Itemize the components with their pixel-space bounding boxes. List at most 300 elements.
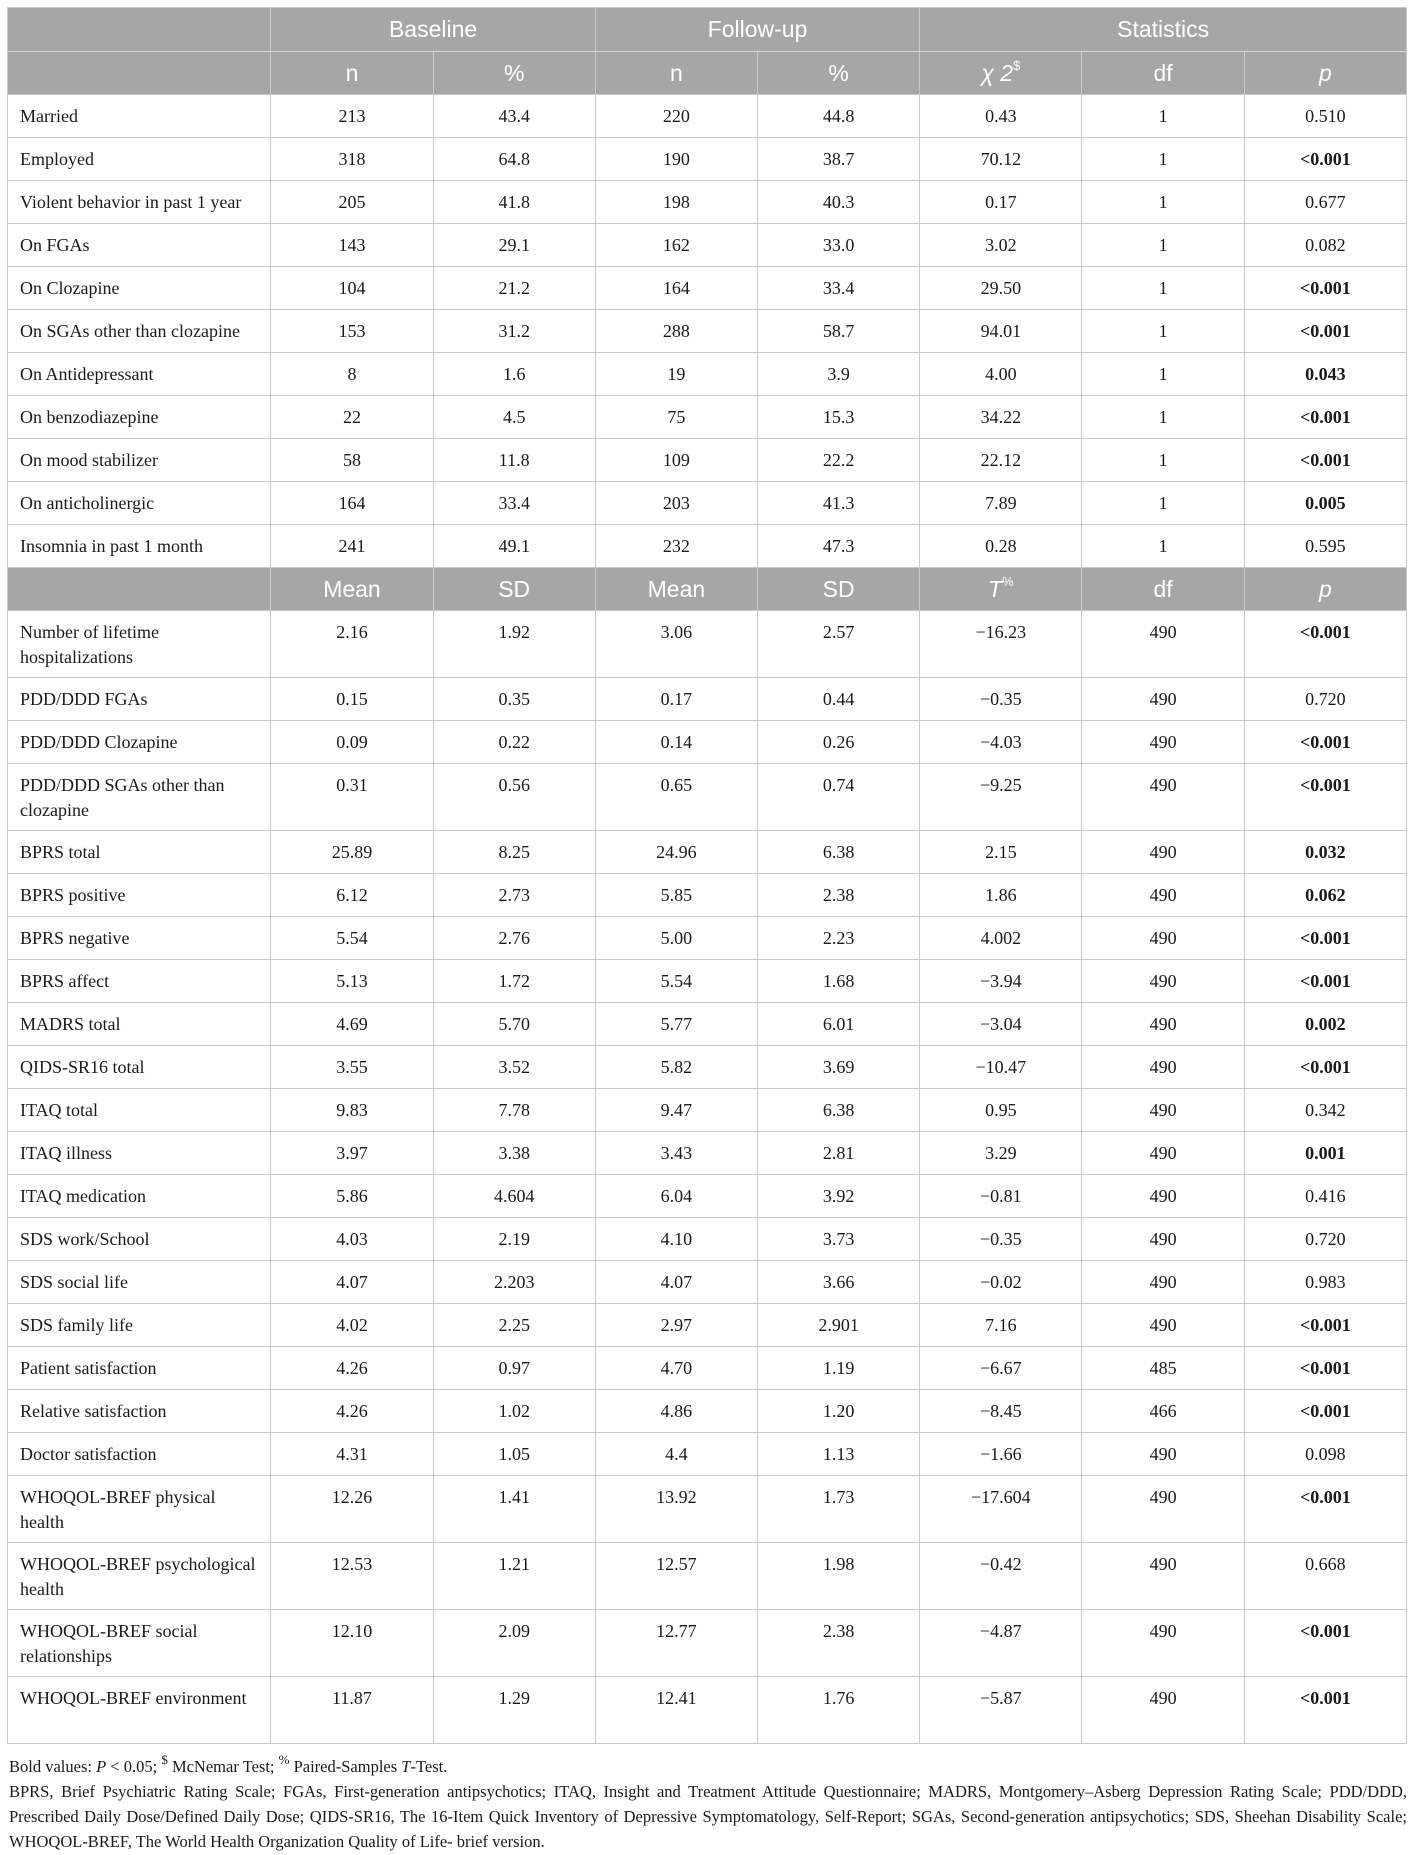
cell-statistic: −16.23 [920,611,1082,678]
mean-row [8,1543,1407,1610]
row-label: ITAQ total [8,1089,271,1132]
cell-followup-2: 3.73 [758,1218,920,1261]
cell-statistic: 7.89 [920,482,1082,525]
cell-p-value: <0.001 [1244,1304,1406,1347]
subheader-blank-cell-2 [8,568,271,611]
footnote-mcnemar: McNemar Test; [167,1757,275,1776]
cell-followup-2: 38.7 [758,138,920,181]
cell-baseline-1: 143 [271,224,433,267]
row-label: Doctor satisfaction [8,1433,271,1476]
cell-df: 490 [1082,1304,1244,1347]
cell-followup-2: 1.98 [758,1543,920,1610]
subheader-followup-pct: % [758,52,920,95]
cell-followup-2: 1.20 [758,1390,920,1433]
cell-followup-2: 41.3 [758,482,920,525]
cell-baseline-1: 0.31 [271,764,433,831]
row-label: Relative satisfaction [8,1390,271,1433]
cell-baseline-2: 2.76 [433,917,595,960]
cell-followup-2: 1.76 [758,1677,920,1744]
cell-p-value: <0.001 [1244,1046,1406,1089]
cell-baseline-1: 4.69 [271,1003,433,1046]
cell-baseline-2: 1.72 [433,960,595,1003]
cell-baseline-1: 153 [271,310,433,353]
cell-p-value: 0.032 [1244,831,1406,874]
cell-p-value: 0.510 [1244,95,1406,138]
group-header-baseline: Baseline [271,8,595,52]
cell-followup-1: 4.70 [595,1347,757,1390]
cell-baseline-1: 5.86 [271,1175,433,1218]
cell-baseline-1: 58 [271,439,433,482]
cell-statistic: 0.17 [920,181,1082,224]
cell-p-value: 0.342 [1244,1089,1406,1132]
cell-df: 1 [1082,396,1244,439]
cell-baseline-2: 1.29 [433,1677,595,1744]
cell-baseline-1: 213 [271,95,433,138]
cell-followup-1: 4.10 [595,1218,757,1261]
cell-baseline-2: 7.78 [433,1089,595,1132]
cell-baseline-1: 164 [271,482,433,525]
row-label: Married [8,95,271,138]
mean-row [8,1610,1407,1677]
cell-statistic: 0.95 [920,1089,1082,1132]
cell-baseline-2: 29.1 [433,224,595,267]
cell-df: 490 [1082,1677,1244,1744]
cell-followup-2: 1.73 [758,1476,920,1543]
count-row [8,353,1407,396]
cell-df: 490 [1082,1476,1244,1543]
row-label: On FGAs [8,224,271,267]
cell-p-value: 0.416 [1244,1175,1406,1218]
row-label: PDD/DDD SGAs other than clozapine [8,764,271,831]
cell-p-value: 0.668 [1244,1543,1406,1610]
row-label: On SGAs other than clozapine [8,310,271,353]
cell-followup-2: 2.901 [758,1304,920,1347]
cell-baseline-1: 12.10 [271,1610,433,1677]
cell-df: 490 [1082,1132,1244,1175]
cell-baseline-1: 4.03 [271,1218,433,1261]
cell-statistic: −0.02 [920,1261,1082,1304]
row-label: Patient satisfaction [8,1347,271,1390]
row-label: BPRS total [8,831,271,874]
cell-df: 490 [1082,721,1244,764]
cell-p-value: <0.001 [1244,721,1406,764]
cell-baseline-1: 11.87 [271,1677,433,1744]
cell-baseline-1: 9.83 [271,1089,433,1132]
cell-statistic: −0.81 [920,1175,1082,1218]
row-label: Insomnia in past 1 month [8,525,271,568]
cell-statistic: −0.35 [920,1218,1082,1261]
header-blank-cell [8,8,271,52]
subheader-t-stat [920,568,1082,611]
mean-row [8,1175,1407,1218]
cell-baseline-2: 0.35 [433,678,595,721]
cell-statistic: 34.22 [920,396,1082,439]
cell-baseline-1: 4.02 [271,1304,433,1347]
cell-statistic: −4.03 [920,721,1082,764]
row-label: On mood stabilizer [8,439,271,482]
row-label: WHOQOL-BREF environment [8,1677,271,1744]
cell-df: 466 [1082,1390,1244,1433]
footnote-abbreviations: BPRS, Brief Psychiatric Rating Scale; FGAs, First-generation antipsychotics; ITAQ, Insight and Treatment Attitude Questionnaire; MADRS, Montgomery–Asberg Depression Rating Scale; PDD/DDD, Prescribed Daily Dose/Defined Daily Dose; QIDS-SR16, The 16-Item Quick Inventory of Depressive Symptomatology, Self-Report; SGAs, Second-generation antipsychotics; SDS, Sheehan Disability Scale; WHOQOL-BREF, The World Health Organization Quality of Life- brief version. [9,1782,1407,1851]
cell-baseline-2: 3.38 [433,1132,595,1175]
cell-baseline-2: 0.56 [433,764,595,831]
count-row [8,310,1407,353]
count-row [8,181,1407,224]
cell-statistic: −10.47 [920,1046,1082,1089]
subheader-followup-n: n [595,52,757,95]
chi-square-label: χ 2 [981,59,1014,86]
subheader-baseline-pct: % [433,52,595,95]
cell-df: 485 [1082,1347,1244,1390]
cell-p-value: 0.002 [1244,1003,1406,1046]
cell-baseline-1: 8 [271,353,433,396]
count-rows [8,95,1407,568]
cell-statistic: −17.604 [920,1476,1082,1543]
footnote-paired-suffix: -Test. [410,1757,448,1776]
cell-followup-2: 22.2 [758,439,920,482]
row-label: WHOQOL-BREF psychological health [8,1543,271,1610]
footnote-legend [9,1751,1407,1779]
cell-followup-2: 3.66 [758,1261,920,1304]
cell-p-value: <0.001 [1244,1476,1406,1543]
row-label: BPRS positive [8,874,271,917]
cell-baseline-1: 2.16 [271,611,433,678]
subheader-blank-cell [8,52,271,95]
cell-statistic: −1.66 [920,1433,1082,1476]
subheader-df-2: df [1082,568,1244,611]
cell-baseline-2: 1.21 [433,1543,595,1610]
count-row [8,439,1407,482]
row-label: SDS work/School [8,1218,271,1261]
cell-followup-2: 0.74 [758,764,920,831]
row-label: MADRS total [8,1003,271,1046]
cell-statistic: −0.35 [920,678,1082,721]
cell-statistic: −6.67 [920,1347,1082,1390]
cell-p-value: <0.001 [1244,764,1406,831]
cell-followup-2: 58.7 [758,310,920,353]
cell-followup-2: 3.92 [758,1175,920,1218]
cell-statistic: −0.42 [920,1543,1082,1610]
t-stat-footnote-mark: % [1002,573,1014,589]
group-header-follow-up: Follow-up [595,8,919,52]
cell-baseline-2: 4.604 [433,1175,595,1218]
cell-df: 1 [1082,224,1244,267]
footnote-mcnemar-mark: $ [161,1751,168,1767]
mean-row [8,678,1407,721]
comparison-table [7,7,1407,1744]
cell-baseline-2: 1.6 [433,353,595,396]
cell-statistic: 1.86 [920,874,1082,917]
cell-p-value: <0.001 [1244,310,1406,353]
cell-followup-1: 164 [595,267,757,310]
count-subheader-row [8,52,1407,95]
table-footnotes [7,1751,1407,1854]
cell-followup-2: 47.3 [758,525,920,568]
row-label: BPRS affect [8,960,271,1003]
row-label: On anticholinergic [8,482,271,525]
t-stat-label: T [988,575,1003,602]
cell-statistic: 0.28 [920,525,1082,568]
mean-row [8,874,1407,917]
cell-df: 1 [1082,138,1244,181]
cell-followup-2: 1.19 [758,1347,920,1390]
cell-followup-2: 3.69 [758,1046,920,1089]
cell-statistic: 0.43 [920,95,1082,138]
cell-p-value: 0.062 [1244,874,1406,917]
cell-baseline-1: 0.15 [271,678,433,721]
cell-baseline-2: 4.5 [433,396,595,439]
cell-statistic: 7.16 [920,1304,1082,1347]
cell-followup-1: 19 [595,353,757,396]
cell-followup-2: 6.38 [758,831,920,874]
cell-baseline-2: 1.02 [433,1390,595,1433]
group-header-row [8,8,1407,52]
cell-followup-2: 3.9 [758,353,920,396]
cell-followup-1: 3.43 [595,1132,757,1175]
mean-row [8,1433,1407,1476]
row-label: SDS family life [8,1304,271,1347]
row-label: PDD/DDD Clozapine [8,721,271,764]
subheader-baseline-sd: SD [433,568,595,611]
cell-df: 490 [1082,874,1244,917]
row-label: QIDS-SR16 total [8,1046,271,1089]
subheader-followup-mean: Mean [595,568,757,611]
cell-p-value: 0.098 [1244,1433,1406,1476]
cell-p-value: <0.001 [1244,917,1406,960]
cell-statistic: −9.25 [920,764,1082,831]
subheader-baseline-n: n [271,52,433,95]
mean-row [8,1347,1407,1390]
cell-followup-2: 1.13 [758,1433,920,1476]
cell-followup-2: 2.81 [758,1132,920,1175]
cell-statistic: −5.87 [920,1677,1082,1744]
cell-followup-2: 1.68 [758,960,920,1003]
row-label: SDS social life [8,1261,271,1304]
cell-followup-1: 13.92 [595,1476,757,1543]
cell-df: 490 [1082,1261,1244,1304]
cell-baseline-2: 43.4 [433,95,595,138]
cell-df: 1 [1082,353,1244,396]
cell-statistic: 3.29 [920,1132,1082,1175]
cell-baseline-1: 4.07 [271,1261,433,1304]
cell-statistic: 70.12 [920,138,1082,181]
cell-baseline-2: 5.70 [433,1003,595,1046]
cell-df: 490 [1082,1218,1244,1261]
footnote-threshold: < 0.05; [106,1757,158,1776]
subheader-df: df [1082,52,1244,95]
cell-baseline-2: 33.4 [433,482,595,525]
cell-baseline-1: 4.31 [271,1433,433,1476]
cell-df: 1 [1082,439,1244,482]
row-label: BPRS negative [8,917,271,960]
row-label: Number of lifetime hospitalizations [8,611,271,678]
subheader-p-2: p [1244,568,1406,611]
cell-baseline-2: 1.41 [433,1476,595,1543]
cell-followup-1: 0.17 [595,678,757,721]
cell-baseline-1: 241 [271,525,433,568]
mean-row [8,1261,1407,1304]
cell-df: 490 [1082,831,1244,874]
cell-followup-1: 288 [595,310,757,353]
row-label: WHOQOL-BREF physical health [8,1476,271,1543]
cell-statistic: 3.02 [920,224,1082,267]
cell-df: 490 [1082,1046,1244,1089]
cell-baseline-2: 49.1 [433,525,595,568]
mean-row [8,917,1407,960]
cell-p-value: <0.001 [1244,1390,1406,1433]
cell-followup-1: 5.54 [595,960,757,1003]
cell-statistic: 2.15 [920,831,1082,874]
mean-row [8,1046,1407,1089]
cell-followup-2: 2.23 [758,917,920,960]
cell-followup-1: 6.04 [595,1175,757,1218]
cell-p-value: 0.720 [1244,678,1406,721]
cell-followup-1: 5.85 [595,874,757,917]
cell-followup-2: 33.0 [758,224,920,267]
cell-baseline-1: 5.54 [271,917,433,960]
cell-p-value: 0.983 [1244,1261,1406,1304]
row-label: ITAQ illness [8,1132,271,1175]
cell-followup-2: 6.01 [758,1003,920,1046]
cell-statistic: 4.002 [920,917,1082,960]
cell-statistic: 94.01 [920,310,1082,353]
cell-p-value: <0.001 [1244,1347,1406,1390]
mean-row [8,1132,1407,1175]
cell-followup-1: 220 [595,95,757,138]
cell-baseline-1: 205 [271,181,433,224]
cell-statistic: −3.04 [920,1003,1082,1046]
cell-followup-2: 2.57 [758,611,920,678]
footnote-paired-t: T [401,1757,411,1776]
cell-followup-1: 75 [595,396,757,439]
cell-followup-2: 2.38 [758,874,920,917]
cell-baseline-1: 104 [271,267,433,310]
cell-followup-1: 109 [595,439,757,482]
mean-row [8,1390,1407,1433]
cell-p-value: 0.720 [1244,1218,1406,1261]
subheader-baseline-mean: Mean [271,568,433,611]
cell-baseline-1: 6.12 [271,874,433,917]
cell-statistic: −3.94 [920,960,1082,1003]
count-row [8,525,1407,568]
subheader-p: p [1244,52,1406,95]
mean-rows [8,611,1407,1744]
cell-baseline-1: 3.97 [271,1132,433,1175]
mean-subheader-row [8,568,1407,611]
count-row [8,95,1407,138]
cell-baseline-2: 3.52 [433,1046,595,1089]
cell-df: 1 [1082,95,1244,138]
cell-followup-1: 190 [595,138,757,181]
footnote-paired-mark: % [278,1751,290,1767]
cell-followup-1: 12.41 [595,1677,757,1744]
cell-baseline-2: 41.8 [433,181,595,224]
cell-baseline-2: 64.8 [433,138,595,181]
cell-baseline-2: 0.97 [433,1347,595,1390]
cell-p-value: <0.001 [1244,267,1406,310]
cell-df: 490 [1082,764,1244,831]
cell-followup-2: 15.3 [758,396,920,439]
cell-p-value: 0.595 [1244,525,1406,568]
mean-row [8,1089,1407,1132]
cell-followup-1: 198 [595,181,757,224]
cell-df: 490 [1082,678,1244,721]
cell-baseline-2: 8.25 [433,831,595,874]
cell-statistic: −8.45 [920,1390,1082,1433]
cell-statistic: −4.87 [920,1610,1082,1677]
cell-baseline-2: 1.05 [433,1433,595,1476]
cell-followup-1: 4.07 [595,1261,757,1304]
cell-p-value: <0.001 [1244,1677,1406,1744]
cell-baseline-1: 5.13 [271,960,433,1003]
row-label: WHOQOL-BREF social relationships [8,1610,271,1677]
row-label: Violent behavior in past 1 year [8,181,271,224]
cell-baseline-1: 4.26 [271,1390,433,1433]
cell-followup-1: 12.77 [595,1610,757,1677]
cell-df: 1 [1082,267,1244,310]
cell-followup-2: 44.8 [758,95,920,138]
cell-statistic: 4.00 [920,353,1082,396]
cell-followup-1: 0.14 [595,721,757,764]
cell-df: 490 [1082,1543,1244,1610]
cell-df: 1 [1082,310,1244,353]
mean-row [8,1677,1407,1744]
cell-followup-1: 232 [595,525,757,568]
cell-baseline-1: 25.89 [271,831,433,874]
subheader-chi-square [920,52,1082,95]
cell-df: 1 [1082,482,1244,525]
cell-followup-1: 2.97 [595,1304,757,1347]
cell-followup-1: 5.77 [595,1003,757,1046]
cell-p-value: 0.677 [1244,181,1406,224]
cell-df: 490 [1082,611,1244,678]
count-row [8,224,1407,267]
cell-p-value: <0.001 [1244,960,1406,1003]
cell-df: 1 [1082,525,1244,568]
cell-followup-2: 0.44 [758,678,920,721]
cell-baseline-2: 2.73 [433,874,595,917]
mean-row [8,1003,1407,1046]
cell-followup-1: 9.47 [595,1089,757,1132]
cell-followup-1: 4.4 [595,1433,757,1476]
cell-baseline-1: 12.26 [271,1476,433,1543]
cell-p-value: <0.001 [1244,138,1406,181]
mean-row [8,831,1407,874]
row-label: On benzodiazepine [8,396,271,439]
cell-followup-1: 12.57 [595,1543,757,1610]
count-row [8,267,1407,310]
cell-baseline-1: 12.53 [271,1543,433,1610]
cell-baseline-2: 0.22 [433,721,595,764]
count-row [8,396,1407,439]
mean-row [8,764,1407,831]
cell-baseline-1: 0.09 [271,721,433,764]
cell-followup-2: 6.38 [758,1089,920,1132]
row-label: ITAQ medication [8,1175,271,1218]
chi-square-footnote-mark: $ [1013,57,1021,73]
footnote-paired-text: Paired-Samples [289,1757,402,1776]
cell-followup-2: 33.4 [758,267,920,310]
subheader-followup-sd: SD [758,568,920,611]
cell-baseline-2: 2.25 [433,1304,595,1347]
cell-df: 490 [1082,1610,1244,1677]
cell-followup-2: 2.38 [758,1610,920,1677]
count-row [8,482,1407,525]
table-container [7,7,1407,1854]
cell-statistic: 22.12 [920,439,1082,482]
mean-row [8,1304,1407,1347]
cell-p-value: <0.001 [1244,439,1406,482]
